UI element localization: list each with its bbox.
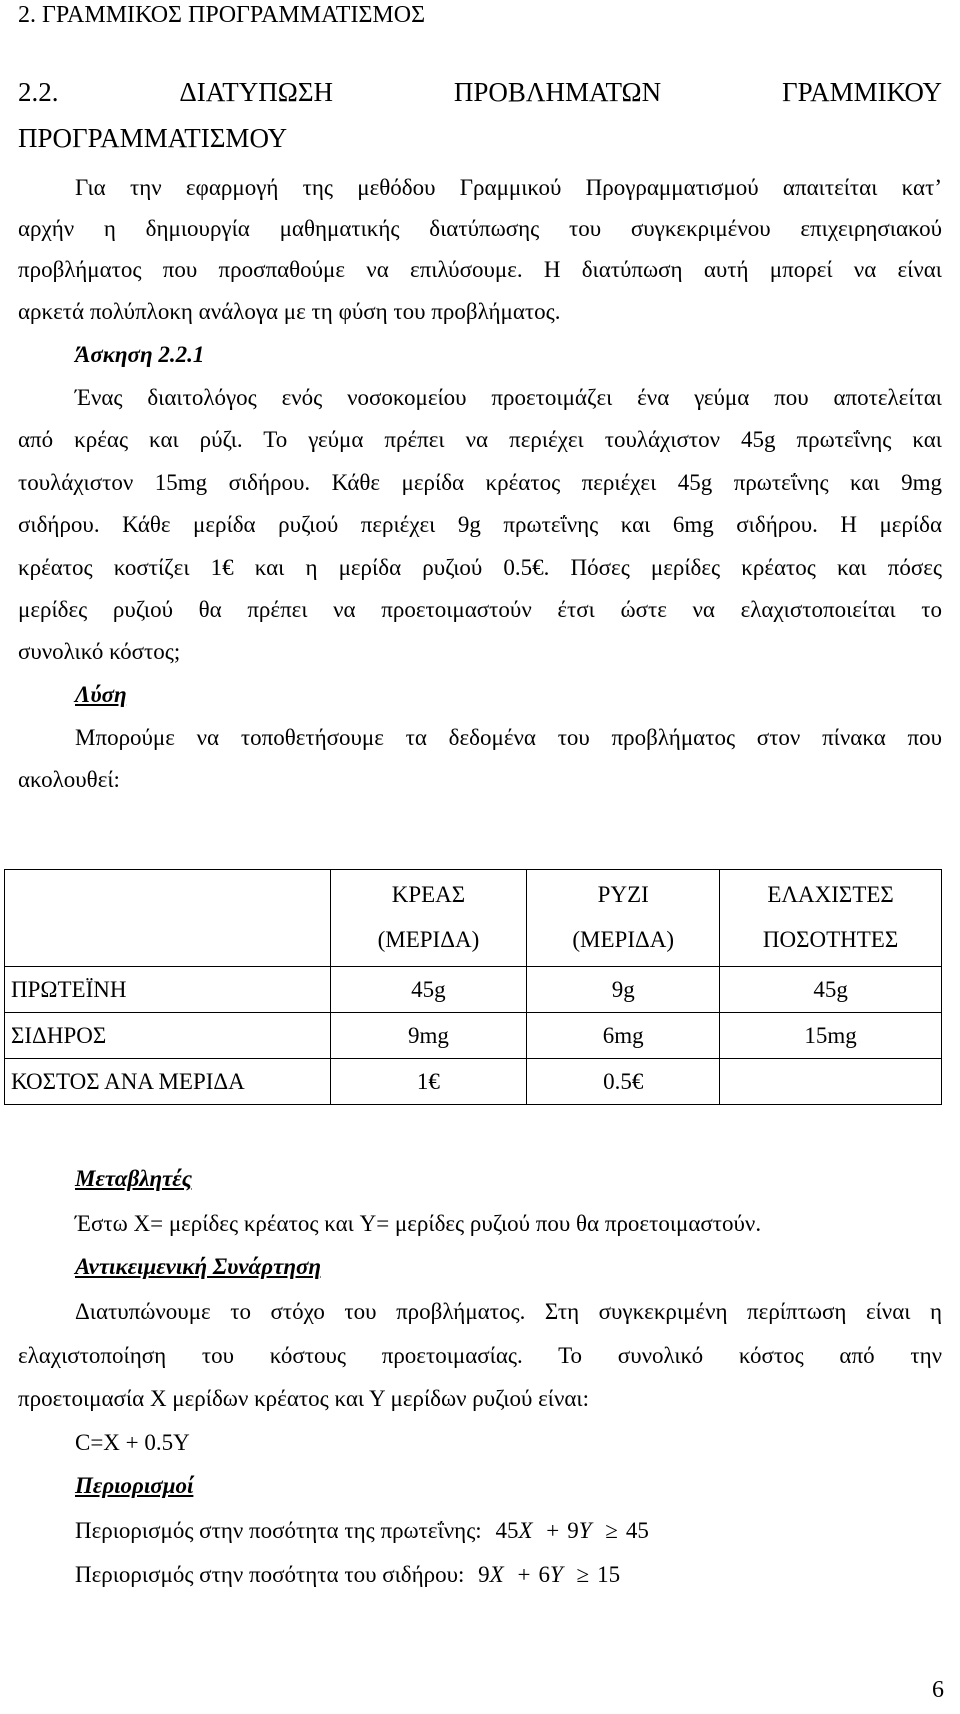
variables-text: Έστω X= μερίδες κρέατος και Y= μερίδες ρυζιού που θα προετοιμαστούν. [75,1211,762,1236]
variables-heading: Μεταβλητές [75,1166,192,1191]
intro-line: αρχήν η δημιουργία μαθηματικής διατύπωσης του συγκεκριμένου επιχειρησιακού [18,216,942,241]
rhs: 15 [597,1562,621,1587]
solution-line: Μπορούμε να τοποθετήσουμε τα δεδομένα του προβλήματος στον πίνακα που [75,725,942,750]
table-header-row [5,870,942,967]
exercise-line: συνολικό κόστος; [18,639,181,664]
exercise-line: κρέατος κοστίζει 1€ και η μερίδα ρυζιού 0.5€. Πόσες μερίδες κρέατος και πόσες [18,555,942,580]
section-title-line2: ΠΡΟΓΡΑΜΜΑΤΙΣΜΟΥ [18,123,288,153]
section-title-word: ΔΙΑΤΥΠΩΣΗ [179,77,334,107]
table-cell: 9mg [330,1013,527,1059]
table-row [5,1059,942,1105]
header-line: ΡΥΖΙ [597,882,649,907]
constraint-label: Περιορισμός στην ποσότητα του σιδήρου: [75,1562,465,1587]
objective-line: Διατυπώνουμε το στόχο του προβλήματος. Στη συγκεκριμένη περίπτωση είναι η [75,1299,942,1324]
table-row [5,967,942,1013]
solution-label: Λύση [75,682,127,707]
section-title-word: ΠΡΟΒΛΗΜΑΤΩΝ [453,77,662,107]
operator: + [517,1562,531,1587]
exercise-label: Άσκηση 2.2.1 [75,342,205,367]
header-line: ΠΟΣΟΤΗΤΕΣ [762,927,899,952]
rhs: 45 [625,1518,649,1543]
header-line: ΚΡΕΑΣ [391,882,466,907]
intro-line: Για την εφαρμογή της μεθόδου Γραμμικού Προγραμματισμού απαιτείται κατ’ [75,175,942,200]
exercise-line: μερίδες ρυζιού θα πρέπει να προετοιμαστούν έτσι ώστε να ελαχιστοποιείται το [18,597,942,622]
table-cell: ΚΟΣΤΟΣ ΑΝΑ ΜΕΡΙΔΑ [5,1059,331,1105]
variable: X [518,1518,533,1543]
header-line: ΕΛΑΧΙΣΤΕΣ [767,882,894,907]
solution-line: ακολουθεί: [18,767,120,792]
section-title-line1 [18,75,942,109]
variable: Y [578,1518,592,1543]
exercise-line: σιδήρου. Κάθε μερίδα ρυζιού περιέχει 9g πρωτεΐνης και 6mg σιδήρου. Η μερίδα [18,512,942,537]
constraint-label: Περιορισμός στην ποσότητα της πρωτεΐνης: [75,1518,482,1543]
objective-formula: C=X + 0.5Y [75,1430,190,1455]
relation: ≥ [605,1518,618,1543]
table-header-cell [5,870,331,967]
variable: Y [549,1562,563,1587]
table-cell: 15mg [720,1013,942,1059]
table-cell: ΣΙΔΗΡΟΣ [5,1013,331,1059]
page-number: 6 [932,1677,944,1703]
table-cell: 0.5€ [527,1059,720,1105]
variable: X [489,1562,504,1587]
table-cell [720,1059,942,1105]
table-cell: 1€ [330,1059,527,1105]
table-row [5,1013,942,1059]
table-cell: 45g [720,967,942,1013]
coefficient: 9 [478,1562,490,1587]
operator: + [546,1518,560,1543]
coefficient: 6 [538,1562,550,1587]
nutrition-table [4,869,942,1105]
table-cell: 6mg [527,1013,720,1059]
constraints-heading: Περιορισμοί [75,1473,194,1498]
objective-line: προετοιμασία Χ μερίδων κρέατος και Υ μερίδων ρυζιού είναι: [18,1386,590,1411]
table-header-cell [720,870,942,967]
header-line: (ΜΕΡΙΔΑ) [377,927,480,952]
intro-line: προβλήματος που προσπαθούμε να επιλύσουμε. Η διατύπωση αυτή μπορεί να είναι [18,257,942,282]
exercise-line: Ένας διαιτολόγος ενός νοσοκομείου προετοιμάζει ένα γεύμα που αποτελείται [75,385,942,410]
table-header-cell [527,870,720,967]
objective-line: ελαχιστοποίηση του κόστους προετοιμασίας. Το συνολικό κόστος από την [18,1343,942,1368]
exercise-line: τουλάχιστον 15mg σιδήρου. Κάθε μερίδα κρέατος περιέχει 45g πρωτεΐνης και 9mg [18,470,942,495]
objective-heading: Αντικειμενική Συνάρτηση [75,1254,321,1279]
table-cell: 9g [527,967,720,1013]
table-cell: 45g [330,967,527,1013]
section-number: 2.2. [18,77,59,107]
relation: ≥ [576,1562,590,1587]
running-head: 2. ΓΡΑΜΜΙΚΟΣ ΠΡΟΓΡΑΜΜΑΤΙΣΜΟΣ [18,2,426,28]
exercise-line: από κρέας και ρύζι. Το γεύμα πρέπει να περιέχει τουλάχιστον 45g πρωτεΐνης και [18,427,942,452]
section-title-word: ΓΡΑΜΜΙΚΟΥ [782,77,942,107]
coefficient: 45 [495,1518,519,1543]
table-cell: ΠΡΩΤΕΪΝΗ [5,967,331,1013]
intro-line: αρκετά πολύπλοκη ανάλογα με τη φύση του προβλήματος. [18,299,561,324]
header-line: (ΜΕΡΙΔΑ) [572,927,675,952]
coefficient: 9 [567,1518,579,1543]
iron-constraint [75,1560,620,1590]
table-header-cell [330,870,527,967]
protein-constraint [75,1516,649,1546]
